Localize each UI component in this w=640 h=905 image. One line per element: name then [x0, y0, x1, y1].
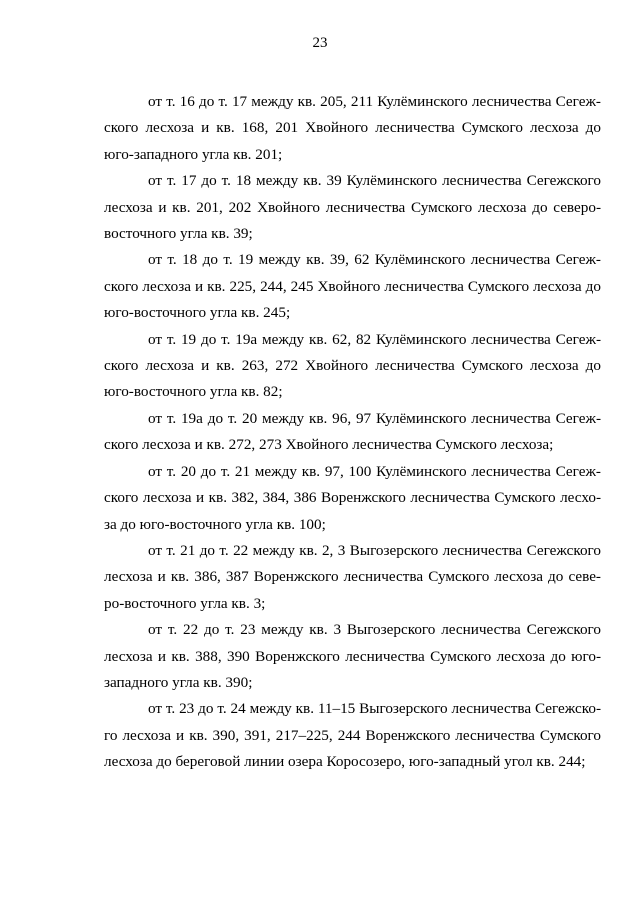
paragraph-line: ского лесхоза и кв. 225, 244, 245 Хвойного лесничества Сумского лесхоза до — [104, 277, 601, 295]
paragraph-line: ского лесхоза и кв. 382, 384, 386 Воренжского лесничества Сумского лесхо- — [104, 489, 601, 507]
boundary-paragraph-5 — [104, 406, 601, 459]
paragraph-line: от т. 19а до т. 20 между кв. 96, 97 Кулёминского лесничества Сегеж- — [148, 409, 601, 427]
paragraph-line: от т. 22 до т. 23 между кв. 3 Выгозерского лесничества Сегежского — [148, 621, 601, 639]
paragraph-line: юго-восточного угла кв. 82; — [104, 383, 283, 401]
paragraph-line: лесхоза до береговой линии озера Коросозеро, юго-западный угол кв. 244; — [104, 753, 586, 771]
paragraph-line: ского лесхоза и кв. 272, 273 Хвойного лесничества Сумского лесхоза; — [104, 436, 554, 454]
paragraph-line: юго-восточного угла кв. 245; — [104, 304, 291, 322]
paragraph-line: ского лесхоза и кв. 168, 201 Хвойного лесничества Сумского лесхоза до — [104, 119, 601, 137]
paragraph-line: от т. 18 до т. 19 между кв. 39, 62 Кулёминского лесничества Сегеж- — [148, 251, 601, 269]
boundary-paragraph-7 — [104, 538, 601, 617]
paragraph-line: го лесхоза и кв. 390, 391, 217–225, 244 Воренжского лесничества Сумского — [104, 726, 601, 744]
boundary-paragraph-2 — [104, 168, 601, 247]
paragraph-line: от т. 23 до т. 24 между кв. 11–15 Выгозерского лесничества Сегежско- — [148, 700, 601, 718]
boundary-paragraph-9 — [104, 696, 601, 775]
page-number: 23 — [312, 35, 328, 51]
paragraph-line: юго-западного угла кв. 201; — [104, 145, 283, 163]
paragraph-line: лесхоза и кв. 386, 387 Воренжского лесничества Сумского лесхоза до севе- — [104, 568, 601, 586]
paragraph-line: ро-восточного угла кв. 3; — [104, 594, 266, 612]
boundary-paragraph-6 — [104, 459, 601, 538]
paragraph-line: восточного угла кв. 39; — [104, 225, 253, 243]
paragraph-line: от т. 21 до т. 22 между кв. 2, 3 Выгозерского лесничества Сегежского — [148, 541, 601, 559]
paragraph-line: от т. 17 до т. 18 между кв. 39 Кулёминского лесничества Сегежского — [148, 172, 601, 190]
paragraph-line: от т. 16 до т. 17 между кв. 205, 211 Кулёминского лесничества Сегеж- — [148, 93, 601, 110]
paragraph-line: западного угла кв. 390; — [104, 673, 253, 691]
boundary-paragraph-4 — [104, 327, 601, 406]
paragraph-line: за до юго-восточного угла кв. 100; — [104, 515, 326, 533]
paragraph-line: ского лесхоза и кв. 263, 272 Хвойного лесничества Сумского лесхоза до — [104, 357, 601, 375]
boundary-paragraph-8 — [104, 617, 601, 696]
boundary-paragraph-3 — [104, 247, 601, 326]
paragraph-line: от т. 19 до т. 19а между кв. 62, 82 Кулёминского лесничества Сегеж- — [148, 330, 601, 348]
paragraph-line: лесхоза и кв. 201, 202 Хвойного лесничества Сумского лесхоза до северо- — [104, 198, 601, 216]
paragraph-line: лесхоза и кв. 388, 390 Воренжского лесничества Сумского лесхоза до юго- — [104, 647, 601, 665]
boundary-paragraph-1 — [104, 89, 601, 168]
paragraph-line: от т. 20 до т. 21 между кв. 97, 100 Кулёминского лесничества Сегеж- — [148, 462, 601, 480]
document-body — [104, 89, 601, 776]
